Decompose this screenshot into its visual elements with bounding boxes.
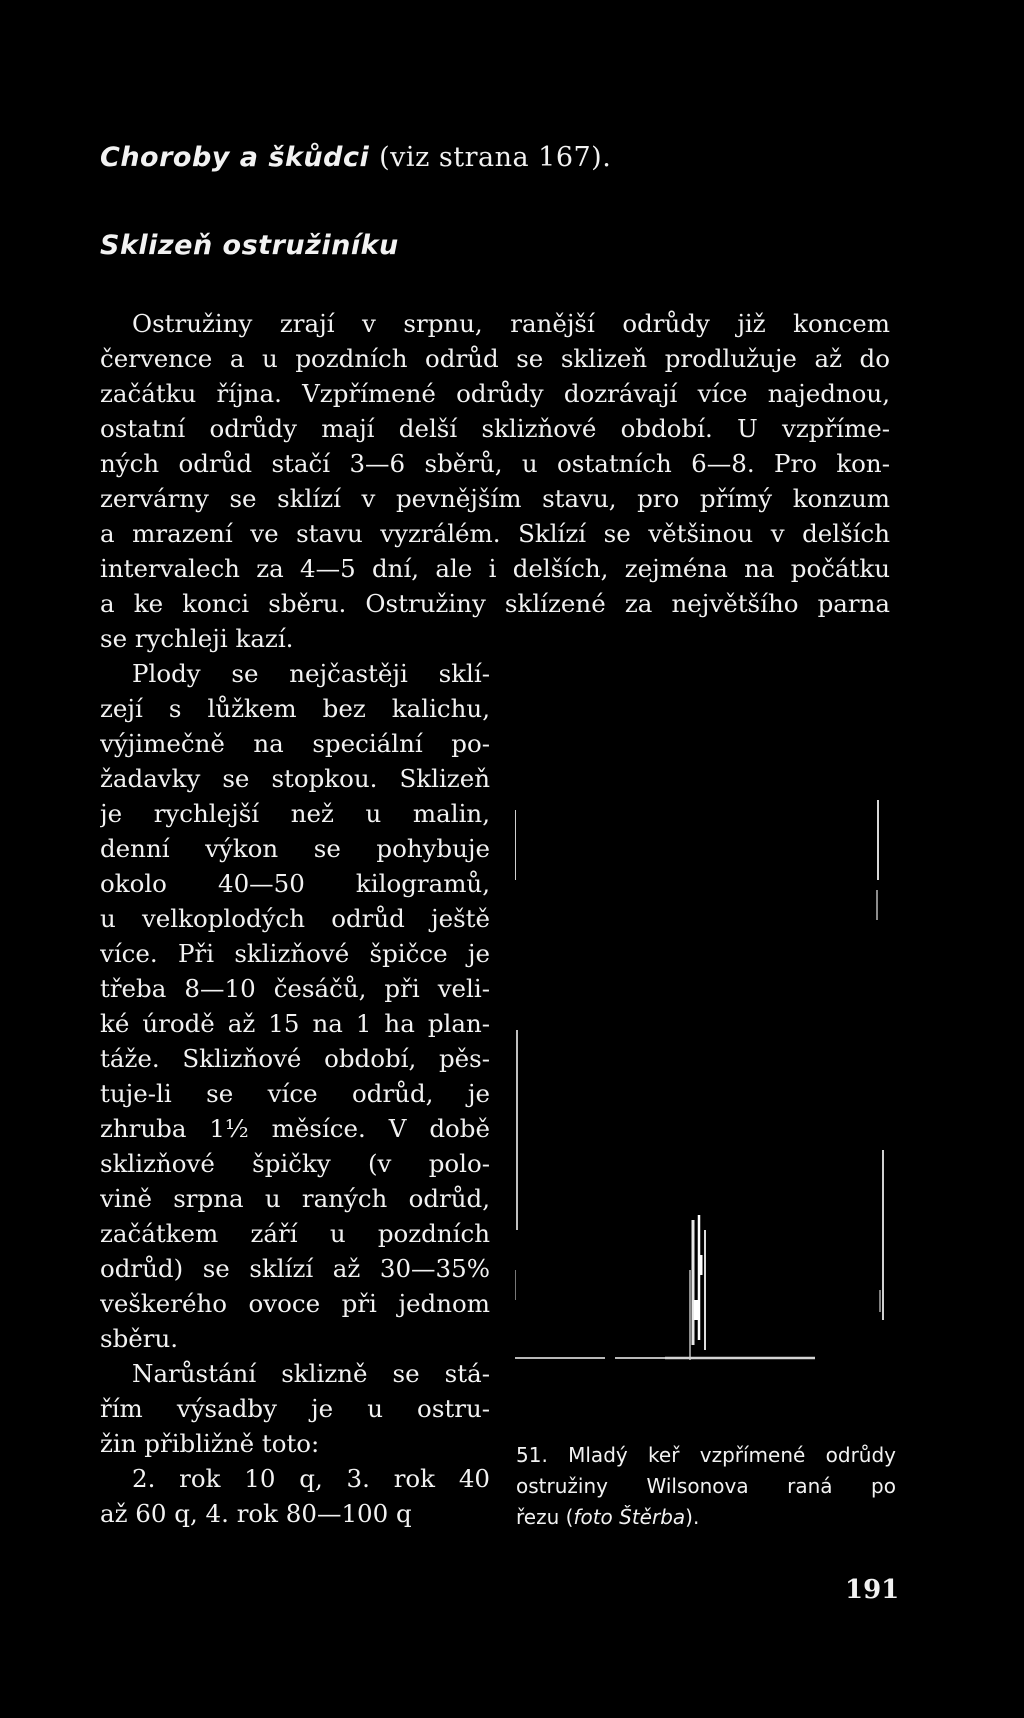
heading-title: Choroby a škůdci [100,142,370,173]
body-text-line: ké úrodě až 15 na 1 ha plan- [100,1009,490,1038]
body-text-line: a ke konci sběru. Ostružiny sklízené za největšího parna [100,589,890,618]
body-text-line: denní výkon se pohybuje [100,834,490,863]
body-text-line: žin přibližně toto: [100,1429,320,1458]
body-text-line: tuje-li se více odrůd, je [100,1079,490,1108]
body-text-line: u velkoplodých odrůd ještě [100,904,490,933]
body-text-line: začátkem září u pozdních [100,1219,490,1248]
body-text-line: řím výsadby je u ostru- [100,1394,490,1423]
figure-caption [516,1440,896,1533]
page-number: 191 [845,1575,900,1605]
body-text-line: Narůstání sklizně se stá- [132,1359,490,1388]
heading-title: Sklizeň ostružiníku [100,230,399,261]
body-text-line: odrůd) se sklízí až 30—35% [100,1254,490,1283]
body-text-line: ných odrůd stačí 3—6 sběrů, u ostatních 6—8. Pro kon- [100,449,890,478]
body-text-line: zervárny se sklízí v pevnějším stavu, pro přímý konzum [100,484,890,513]
body-text-line: více. Při sklizňové špičce je [100,939,490,968]
body-text-line: sběru. [100,1324,179,1353]
body-text-line: táže. Sklizňové období, pěs- [100,1044,490,1073]
bush-photo-drawing [515,800,895,1360]
body-text-line: až 60 q, 4. rok 80—100 q [100,1499,412,1528]
body-text-line: vině srpna u raných odrůd, [100,1184,490,1213]
body-text-line: zhruba 1½ měsíce. V době [100,1114,490,1143]
body-text-line: 2. rok 10 q, 3. rok 40 [132,1464,490,1493]
section-heading-harvest [100,230,399,261]
body-text-line: je rychlejší než u malin, [100,799,490,828]
body-text-line: veškerého ovoce při jednom [100,1289,490,1318]
body-text-line: třeba 8—10 česáčů, při veli- [100,974,490,1003]
body-text-line: ostatní odrůdy mají delší sklizňové období. U vzpříme- [100,414,890,443]
body-text-line: Plody se nejčastěji sklí- [132,659,490,688]
body-text-line: Ostružiny zrají v srpnu, ranější odrůdy již koncem [132,309,890,338]
body-text-line: sklizňové špičky (v polo- [100,1149,490,1178]
bush-photo [515,800,895,1360]
body-text-line: zejí s lůžkem bez kalichu, [100,694,490,723]
body-text-line: výjimečně na speciální po- [100,729,490,758]
body-text-line: se rychleji kazí. [100,624,294,653]
body-text-line: žadavky se stopkou. Sklizeň [100,764,490,793]
caption-line: 51. Mladý keř vzpřímené odrůdy [516,1443,896,1467]
heading-reference: (viz strana 167). [379,142,612,173]
caption-line: ostružiny Wilsonova raná po [516,1474,896,1498]
body-text-line: a mrazení ve stavu vyzrálém. Sklízí se většinou v delších [100,519,890,548]
photo-credit: foto Štěrba [573,1505,686,1529]
body-text-line: okolo 40—50 kilogramů, [100,869,490,898]
section-heading-pests [100,142,611,173]
body-text-line: intervalech za 4—5 dní, ale i delších, zejména na počátku [100,554,890,583]
caption-line [516,1502,896,1533]
body-text-line: července a u pozdních odrůd se sklizeň prodlužuje až do [100,344,890,373]
caption-text: řezu ( [516,1505,574,1529]
body-text-line: začátku října. Vzpřímené odrůdy dozrávají více najednou, [100,379,890,408]
caption-text-end: ). [685,1505,700,1529]
